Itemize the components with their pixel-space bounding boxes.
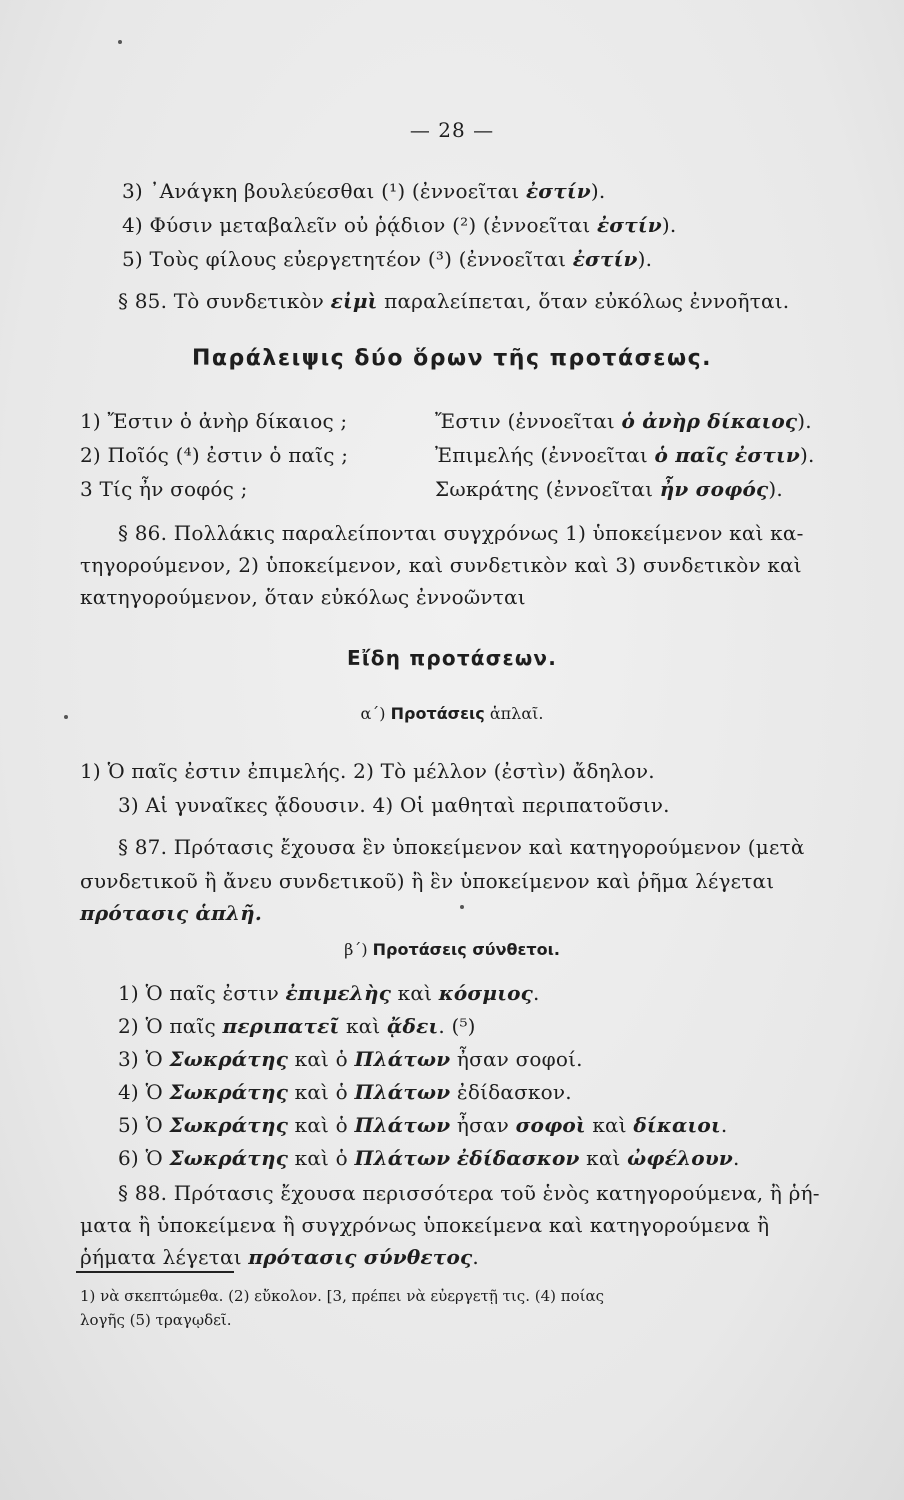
para88-text: ῥήματα λέγεται (80, 1245, 249, 1269)
paragraph-86-line: τηγορούμενον, 2) ὑποκείμενον, καὶ συνδετικὸν καὶ 3) συνδετικὸν καὶ (80, 553, 802, 577)
paragraph-88-line: ματα ἢ ὑποκείμενα ἢ συγχρόνως ὑποκείμενα καὶ κατηγορούμενα ἢ (80, 1213, 770, 1237)
omission-row (80, 442, 860, 468)
compound-text: καὶ (579, 1146, 628, 1170)
simple-example-line: 1) Ὁ παῖς ἐστιν ἐπιμελής. 2) Τὸ μέλλον (ἐστὶν) ἄδηλον. (80, 759, 655, 783)
compound-example-line (118, 1112, 727, 1138)
compound-text: . (⁵) (438, 1014, 476, 1038)
heading-kinds: Εἴδη προτάσεων. (346, 646, 558, 670)
compound-emphasis: Πλάτων (354, 1146, 451, 1170)
footnote-rule (76, 1271, 234, 1273)
compound-emphasis: Πλάτων (354, 1080, 451, 1104)
answer-emphasis: ὁ παῖς ἐστιν (654, 443, 800, 467)
heading-omission: Παράλειψις δύο ὅρων τῆς προτάσεως. (192, 346, 712, 371)
answer-text: Ἔστιν (ἐννοεῖται (435, 409, 622, 433)
answer-end: ). (797, 409, 812, 433)
compound-example-line (118, 1079, 572, 1105)
compound-example-line (118, 1145, 740, 1171)
example-text: 3) ᾿Ανάγκη βουλεύεσθαι (¹) (ἐννοεῖται (122, 179, 526, 203)
compound-text: 5) Ὁ (118, 1113, 170, 1137)
omission-row (80, 408, 860, 434)
compound-emphasis: σοφοὶ (515, 1113, 586, 1137)
ink-speck (118, 40, 122, 44)
compound-emphasis: περιπατεῖ (222, 1014, 340, 1038)
compound-emphasis: ὠφέλουν (627, 1146, 733, 1170)
example-line (122, 212, 676, 238)
paragraph-86-line: κατηγορούμενον, ὅταν εὐκόλως ἐννοῶνται (80, 585, 526, 609)
example-end: ). (637, 247, 653, 271)
example-emphasis: ἐστίν (596, 213, 662, 237)
compound-emphasis: Σωκράτης (169, 1146, 289, 1170)
sub-b-number: β΄) (344, 940, 373, 959)
compound-emphasis: Σωκράτης (169, 1047, 289, 1071)
footnote-line: λογῆς (5) τραγῳδεῖ. (80, 1311, 232, 1329)
answer-text: Ἐπιμελής (ἐννοεῖται (435, 443, 655, 467)
compound-text: . (732, 1146, 740, 1170)
answer-emphasis: ὁ ἀνὴρ δίκαιος (621, 409, 798, 433)
sub-a-rest: ἁπλαῖ. (484, 704, 544, 723)
omission-row (80, 476, 860, 502)
compound-text: 2) Ὁ παῖς (118, 1014, 223, 1038)
compound-emphasis: ἐδίδασκον (456, 1146, 580, 1170)
compound-text: καὶ (585, 1113, 634, 1137)
compound-text: 3) Ὁ (118, 1047, 170, 1071)
compound-text: καὶ (339, 1014, 387, 1038)
example-line (122, 246, 652, 272)
compound-example-line (118, 1046, 583, 1072)
compound-emphasis: Πλάτων (354, 1113, 451, 1137)
sub-a-number: α΄) (360, 704, 391, 723)
compound-text: ἦσαν (450, 1113, 516, 1137)
compound-text: 4) Ὁ (118, 1080, 170, 1104)
omission-question: 2) Ποῖός (⁴) ἐστιν ὁ παῖς ; (80, 443, 349, 467)
compound-text: καὶ ὁ (288, 1080, 355, 1104)
compound-example-line (118, 980, 540, 1006)
compound-emphasis: Πλάτων (354, 1047, 451, 1071)
ink-speck (460, 905, 464, 909)
compound-text: 6) Ὁ (118, 1146, 170, 1170)
para85-emphasis: εἰμὶ (330, 289, 378, 313)
compound-emphasis: ᾄδει (386, 1014, 439, 1038)
paragraph-87-term: πρότασις ἁπλῆ. (80, 901, 263, 925)
compound-text: καὶ ὁ (288, 1146, 355, 1170)
paragraph-88-line (80, 1244, 479, 1270)
subheading-simple (0, 704, 904, 723)
footnote-line: 1) νὰ σκεπτώμεθα. (2) εὔκολον. [3, πρέπει νὰ εὐεργετῇ τις. (4) ποίας (80, 1287, 605, 1305)
example-emphasis: ἐστίν (572, 247, 638, 271)
compound-text: καὶ (391, 981, 439, 1005)
omission-answer (435, 442, 815, 468)
compound-emphasis: κόσμιος (438, 981, 533, 1005)
para85-text: § 85. Τὸ συνδετικὸν (118, 289, 331, 313)
paragraph-87-line: § 87. Πρότασις ἔχουσα ἓν ὑποκείμενον καὶ κατηγορούμενον (μετὰ (118, 835, 805, 859)
para85-text-end: παραλείπεται, ὅταν εὐκόλως ἐννοῆται. (377, 289, 790, 313)
compound-text: ἦσαν σοφοί. (450, 1047, 583, 1071)
compound-text: καὶ ὁ (288, 1047, 355, 1071)
example-end: ). (590, 179, 606, 203)
ink-speck (64, 715, 68, 719)
sub-b-bold: Προτάσεις σύνθετοι. (372, 940, 560, 959)
compound-example-line (118, 1013, 476, 1039)
page-number: — 28 — (409, 118, 495, 142)
example-end: ). (661, 213, 677, 237)
sub-a-bold: Προτάσεις (390, 704, 485, 723)
simple-example-line: 3) Αἱ γυναῖκες ᾄδουσιν. 4) Οἱ μαθηταὶ περιπατοῦσιν. (118, 793, 670, 817)
subheading-compound (0, 940, 904, 959)
example-text: 5) Τοὺς φίλους εὐεργετητέον (³) (ἐννοεῖται (122, 247, 573, 271)
compound-text: καὶ ὁ (288, 1113, 355, 1137)
example-emphasis: ἐστίν (525, 179, 591, 203)
omission-question: 3 Τίς ἦν σοφός ; (80, 477, 248, 501)
compound-text: . (720, 1113, 728, 1137)
paragraph-86-line: § 86. Πολλάκις παραλείπονται συγχρόνως 1) ὑποκείμενον καὶ κα- (118, 521, 804, 545)
paragraph-88-line: § 88. Πρότασις ἔχουσα περισσότερα τοῦ ἑνὸς κατηγορούμενα, ἢ ῥή- (118, 1181, 820, 1205)
omission-answer (435, 408, 812, 434)
compound-emphasis: ἐπιμελὴς (285, 981, 392, 1005)
answer-end: ). (768, 477, 783, 501)
compound-emphasis: Σωκράτης (169, 1113, 289, 1137)
answer-text: Σωκράτης (ἐννοεῖται (435, 477, 660, 501)
para88-end: . (472, 1245, 479, 1269)
omission-answer (435, 476, 783, 502)
compound-emphasis: Σωκράτης (169, 1080, 289, 1104)
paragraph-85 (118, 288, 789, 314)
compound-text: ἐδίδασκον. (450, 1080, 572, 1104)
para88-emphasis: πρότασις σύνθετος (248, 1245, 473, 1269)
paragraph-87-line: συνδετικοῦ ἢ ἄνευ συνδετικοῦ) ἢ ἓν ὑποκείμενον καὶ ῥῆμα λέγεται (80, 869, 775, 893)
example-line (122, 178, 605, 204)
answer-end: ). (799, 443, 815, 467)
omission-question: 1) Ἔστιν ὁ ἀνὴρ δίκαιος ; (80, 409, 348, 433)
compound-text: 1) Ὁ παῖς ἐστιν (118, 981, 286, 1005)
compound-text: . (533, 981, 540, 1005)
example-text: 4) Φύσιν μεταβαλεῖν οὐ ῥᾴδιον (²) (ἐννοεῖται (122, 213, 597, 237)
compound-emphasis: δίκαιοι (633, 1113, 721, 1137)
answer-emphasis: ἦν σοφός (659, 477, 769, 501)
